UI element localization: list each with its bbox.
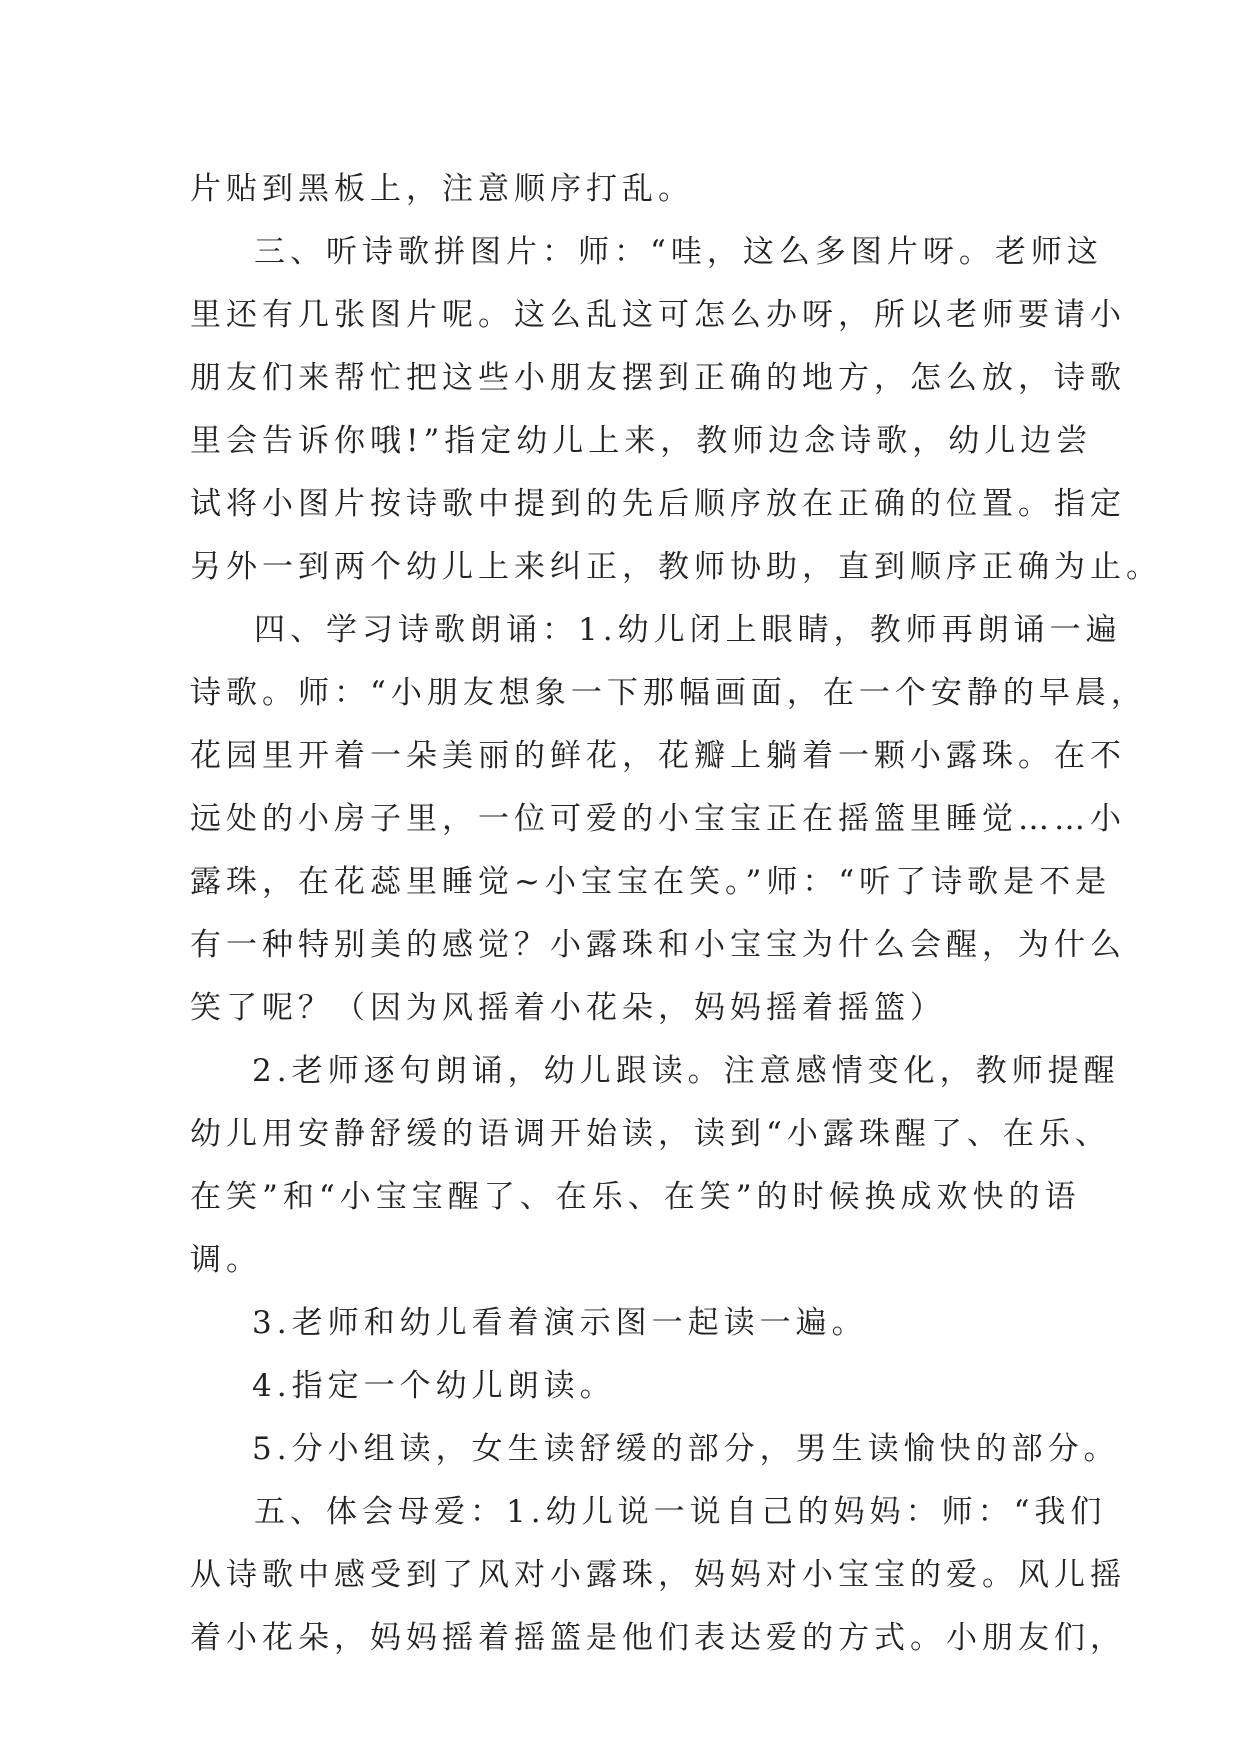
- text-line: 调。: [190, 1242, 262, 1278]
- text-line: 有一种特别美的感觉？小露珠和小宝宝为什么会醒，为什么: [190, 927, 1126, 963]
- text-line: 从诗歌中感受到了风对小露珠，妈妈对小宝宝的爱。风儿摇: [190, 1557, 1126, 1593]
- text-line: 试将小图片按诗歌中提到的先后顺序放在正确的位置。指定: [190, 486, 1126, 522]
- text-line: 露珠，在花蕊里睡觉~小宝宝在笑。”师：“听了诗歌是不是: [190, 864, 1112, 900]
- text-line: 里还有几张图片呢。这么乱这可怎么办呀，所以老师要请小: [190, 297, 1126, 333]
- section-heading-line: 三、听诗歌拼图片：师：“哇，这么多图片呀。老师这: [254, 234, 1103, 270]
- section-heading-line: 五、体会母爱：1.幼儿说一说自己的妈妈：师：“我们: [254, 1494, 1107, 1530]
- numbered-item-line: 5.分小组读，女生读舒缓的部分，男生读愉快的部分。: [252, 1431, 1120, 1467]
- text-line: 在笑”和“小宝宝醒了、在乐、在笑”的时候换成欢快的语: [190, 1179, 1081, 1215]
- document-body: [190, 158, 1162, 1670]
- text-line: 着小花朵，妈妈摇着摇篮是他们表达爱的方式。小朋友们，: [190, 1620, 1126, 1656]
- text-line: 笑了呢？（因为风摇着小花朵，妈妈摇着摇篮）: [190, 990, 946, 1026]
- text-line: 片贴到黑板上，注意顺序打乱。: [190, 171, 694, 207]
- numbered-item-line: 4.指定一个幼儿朗读。: [252, 1368, 616, 1404]
- text-line: 幼儿用安静舒缓的语调开始读，读到“小露珠醒了、在乐、: [190, 1116, 1111, 1152]
- text-line: 花园里开着一朵美丽的鲜花，花瓣上躺着一颗小露珠。在不: [190, 738, 1126, 774]
- text-line: 诗歌。师：“小朋友想象一下那幅画面，在一个安静的早晨，: [190, 675, 1147, 711]
- text-line: 里会告诉你哦!”指定幼儿上来，教师边念诗歌，幼儿边尝: [190, 423, 1093, 459]
- text-line: 另外一到两个幼儿上来纠正，教师协助，直到顺序正确为止。: [190, 549, 1162, 585]
- section-heading-line: 四、学习诗歌朗诵：1.幼儿闭上眼睛，教师再朗诵一遍: [254, 612, 1122, 648]
- numbered-item-line: 3.老师和幼儿看着演示图一起读一遍。: [252, 1305, 868, 1341]
- numbered-item-line: 2.老师逐句朗诵，幼儿跟读。注意感情变化，教师提醒: [252, 1053, 1120, 1089]
- text-line: 远处的小房子里，一位可爱的小宝宝正在摇篮里睡觉……小: [190, 801, 1126, 837]
- text-line: 朋友们来帮忙把这些小朋友摆到正确的地方，怎么放，诗歌: [190, 360, 1126, 396]
